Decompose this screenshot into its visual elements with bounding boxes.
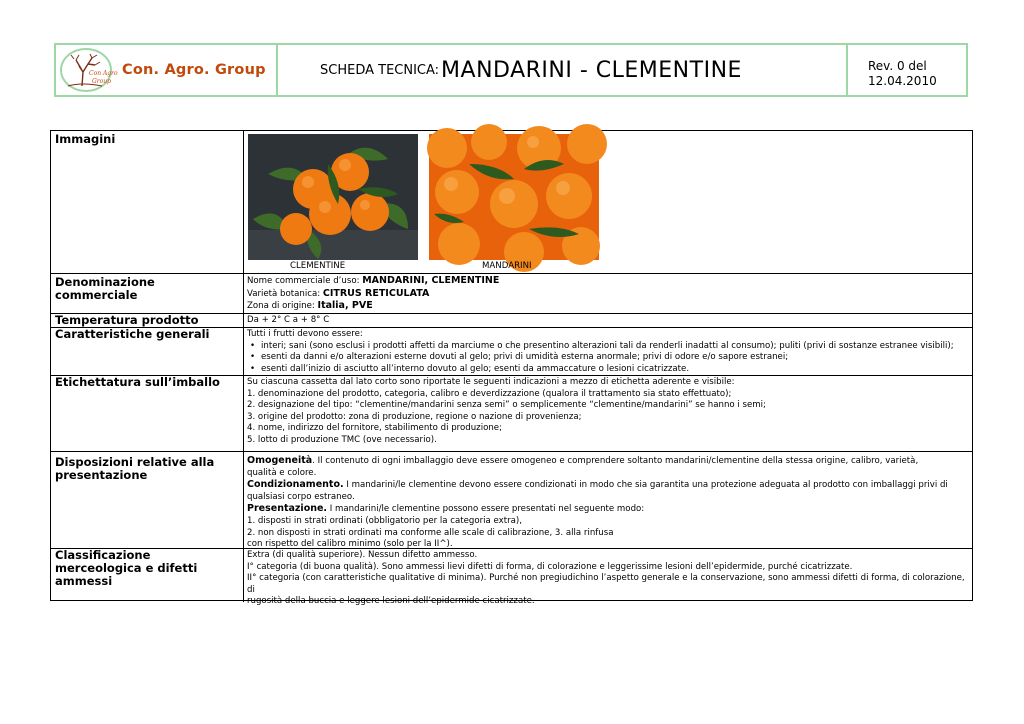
row-immagini [51, 131, 972, 273]
temperature-value: Da + 2° C a + 8° C [247, 315, 330, 325]
commercial-name-value: MANDARINI, CLEMENTINE [362, 275, 500, 286]
technical-sheet-table [50, 130, 973, 607]
list-item: • interi; sani (sono esclusi i prodotti affetti da marciume o che presentino alterazioni tali da renderli inadatti al consumo); puliti (privi di sostanze estranee visibili); [247, 341, 969, 353]
row-caratteristiche [51, 327, 972, 375]
condizionamento-text-cont: qualsiasi corpo estraneo. [247, 491, 355, 502]
list-item: • esenti dall’inizio di asciutto all’interno dovuto al gelo; esenti da ammaccature o lesioni cicatrizzate. [247, 364, 969, 376]
list-item: 3. origine del prodotto: zona di produzione, regione o nazione di provenienza; [247, 411, 582, 422]
document-header [54, 43, 968, 97]
list-item: I° categoria (di buona qualità). Sono ammessi lievi difetti di forma, di colorazione e leggerissime lesioni dell’epidermide, purché cicatrizzate. [247, 561, 853, 572]
omogeneita-text-cont: qualità e colore. [247, 467, 317, 478]
botanical-variety-label: Varietà botanica: [247, 288, 323, 299]
list-item: 1. denominazione del prodotto, categoria, calibro e deverdizzazione (qualora il trattamento sia stato effettuato); [247, 388, 732, 399]
denominazione-value [244, 274, 972, 313]
mandarini-photo [429, 134, 599, 265]
row-classificazione [51, 548, 972, 607]
list-item: • esenti da danni e/o alterazioni esterne dovuti al gelo; privi di umidità esterna anormale; privi di odore e/o sapore estranei; [247, 352, 969, 364]
commercial-name-label: Nome commerciale d’uso: [247, 276, 363, 286]
company-name: Con. Agro. Group [122, 62, 266, 78]
presentazione-text: I mandarini/le clementine possono essere presentati nel seguente modo: [327, 504, 645, 515]
presentazione-key: Presentazione. [247, 503, 328, 515]
svg-text:Group: Group [92, 78, 111, 85]
row-label: Temperatura prodotto [51, 314, 244, 327]
row-label: Classificazione merceologica e difetti ammessi [51, 549, 244, 602]
revision-date: 12.04.2010 [868, 74, 937, 88]
etichettatura-intro: Su ciascuna cassetta dal lato corto sono riportate le seguenti indicazioni a mezzo di etichetta aderente e visibile: [247, 377, 735, 387]
list-item: rugosità della buccia e leggere lesioni dell’epidermide cicatrizzate. [247, 596, 535, 607]
list-item: 2. designazione del tipo: “clementine/mandarini senza semi” o semplicemente “clementine/mandarini” se hanno i semi; [247, 400, 766, 411]
title-prefix: SCHEDA TECNICA: [320, 62, 440, 78]
list-item: II° categoria (con caratteristiche qualitative di minima). Purché non pregiudichino l’aspetto generale e la conservazione, sono ammessi difetti di forma, di colorazione, di [247, 573, 965, 595]
clementine-caption: CLEMENTINE [290, 261, 346, 271]
title-cell [278, 45, 848, 95]
caratteristiche-value [244, 328, 972, 375]
classificazione-value [244, 549, 972, 607]
row-label: Etichettatura sull’imballo [51, 376, 244, 451]
revision-label: Rev. 0 del [868, 59, 927, 73]
botanical-variety-value: CITRUS RETICULATA [322, 287, 430, 299]
row-label: Disposizioni relative alla presentazione [51, 452, 244, 548]
etichettatura-value [244, 376, 972, 451]
document-title: MANDARINI - CLEMENTINE [441, 57, 742, 83]
revision-cell [848, 45, 966, 95]
list-item: Extra (di qualità superiore). Nessun difetto ammesso. [247, 550, 478, 560]
condizionamento-text: I mandarini/le clementine devono essere condizionati in modo che sia garantita una protezione adeguata al prodotto con imballaggi privi di [343, 480, 948, 491]
condizionamento-key: Condizionamento. [247, 479, 344, 491]
list-item: 1. disposti in strati ordinati (obbligatorio per la categoria extra), [247, 515, 523, 526]
row-disposizioni [51, 451, 972, 548]
disposizioni-value [244, 452, 972, 548]
company-logo [60, 48, 118, 92]
list-item: 5. lotto di produzione TMC (ove necessario). [247, 434, 437, 445]
images-cell [244, 131, 972, 273]
row-label: Denominazione commerciale [51, 274, 244, 313]
list-item: 2. non disposti in strati ordinati ma conforme alle scale di calibrazione, 3. alla rinfusa [247, 527, 614, 538]
logo-cell [56, 45, 278, 95]
row-denominazione [51, 273, 972, 313]
svg-text:Con Agro: Con Agro [89, 70, 118, 77]
clementine-photo [248, 134, 418, 265]
omogeneita-text: . Il contenuto di ogni imballaggio deve essere omogeneo e comprendere soltanto mandarini/clementine della stessa origine, calibro, varietà, [312, 456, 919, 466]
origin-label: Zona di origine: [247, 301, 318, 312]
list-item: con rispetto del calibro minimo (solo per la II^). [247, 539, 453, 550]
row-etichettatura [51, 375, 972, 451]
list-item: 4. nome, indirizzo del fornitore, stabilimento di produzione; [247, 423, 502, 434]
row-label: Caratteristiche generali [51, 328, 244, 375]
origin-value: Italia, PVE [317, 300, 373, 312]
row-label: Immagini [51, 131, 244, 273]
caratteristiche-intro: Tutti i frutti devono essere: [247, 329, 363, 339]
row-temperatura [51, 313, 972, 327]
omogeneita-key: Omogeneità [247, 455, 313, 466]
mandarini-caption: MANDARINI [482, 261, 532, 271]
